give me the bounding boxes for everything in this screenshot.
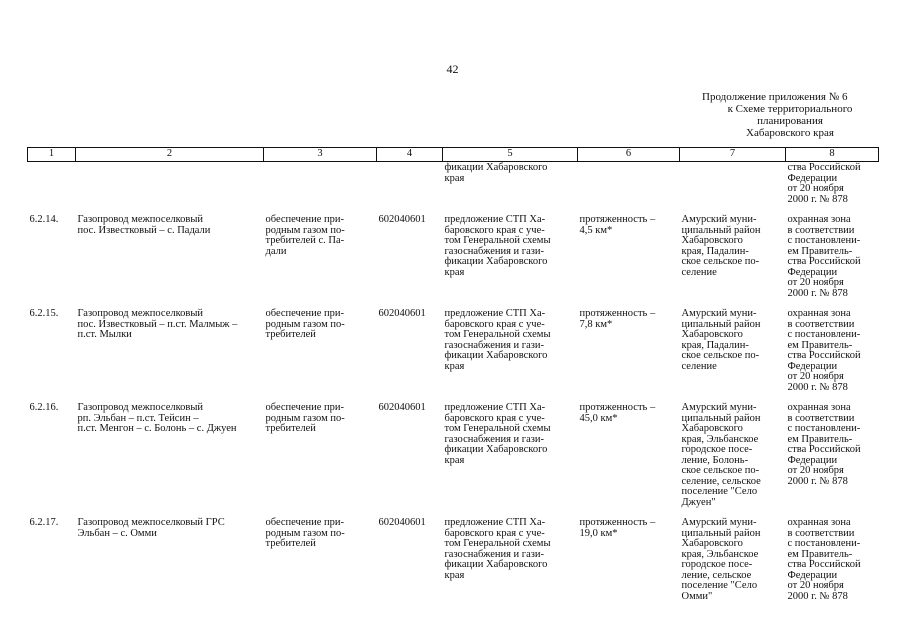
empty-cell bbox=[28, 162, 76, 206]
characteristic-cell: протяженность – 7,8 км* bbox=[579, 308, 656, 330]
empty-cell bbox=[578, 162, 680, 206]
code-cell: 602040601 bbox=[378, 402, 426, 413]
empty-cell bbox=[76, 162, 264, 206]
characteristic-cell: протяженность – 4,5 км* bbox=[579, 214, 656, 236]
purpose-cell: обеспечение при- родным газом по- требителей bbox=[265, 402, 345, 434]
table-row bbox=[28, 205, 879, 299]
infrastructure-table bbox=[27, 147, 879, 602]
characteristic-cell: протяженность – 19,0 км* bbox=[579, 517, 656, 539]
location-cell: Амурский муни- ципальный район Хабаровского края, Падалин- ское сельское по- селение bbox=[681, 308, 761, 372]
basis-cell: предложение СТП Ха- баровского края с уче- том Генеральной схемы газоснабжения и гази- фикации Хабаровского края bbox=[444, 402, 551, 466]
row-number: 6.2.14. bbox=[29, 214, 59, 225]
row-number: 6.2.16. bbox=[29, 402, 59, 413]
row-number: 6.2.15. bbox=[29, 308, 59, 319]
table-row bbox=[28, 508, 879, 602]
row-number: 6.2.17. bbox=[29, 517, 59, 528]
table-header-row bbox=[28, 148, 879, 162]
column-header: 5 bbox=[443, 148, 578, 162]
object-name-cell: Газопровод межпоселковый пос. Известковый – п.ст. Малмыж – п.ст. Мылки bbox=[77, 308, 238, 340]
characteristic-cell: протяженность – 45,0 км* bbox=[579, 402, 656, 424]
column-header: 1 bbox=[28, 148, 76, 162]
basis-cell: фикации Хабаровского края bbox=[444, 162, 548, 184]
location-cell: Амурский муни- ципальный район Хабаровского края, Эльбанское городское посе- ление, сельское поселение "Село Омми" bbox=[681, 517, 761, 602]
zone-cell: ства Российской Федерации от 20 ноября 2000 г. № 878 bbox=[787, 162, 861, 205]
object-name-cell: Газопровод межпоселковый рп. Эльбан – п.ст. Тейсин – п.ст. Менгон – с. Болонь – с. Джуен bbox=[77, 402, 237, 434]
empty-cell bbox=[680, 162, 786, 206]
basis-cell: предложение СТП Ха- баровского края с уче- том Генеральной схемы газоснабжения и гази- фикации Хабаровского края bbox=[444, 214, 551, 278]
column-header: 2 bbox=[76, 148, 264, 162]
appendix-line: Продолжение приложения № 6 bbox=[702, 91, 848, 103]
appendix-line: планирования bbox=[757, 115, 823, 127]
column-header: 7 bbox=[680, 148, 786, 162]
appendix-line: к Схеме территориального bbox=[727, 103, 853, 115]
empty-cell bbox=[377, 162, 443, 206]
code-cell: 602040601 bbox=[378, 308, 426, 319]
zone-cell: охранная зона в соответствии с постановлени- ем Правитель- ства Российской Федерации от 20 ноября 2000 г. № 878 bbox=[787, 517, 861, 602]
column-header: 3 bbox=[264, 148, 377, 162]
basis-cell: предложение СТП Ха- баровского края с уче- том Генеральной схемы газоснабжения и гази- фикации Хабаровского края bbox=[444, 517, 551, 581]
code-cell: 602040601 bbox=[378, 214, 426, 225]
table-row bbox=[28, 393, 879, 508]
zone-cell: охранная зона в соответствии с постановлени- ем Правитель- ства Российской Федерации от 20 ноября 2000 г. № 878 bbox=[787, 214, 861, 299]
column-header: 4 bbox=[377, 148, 443, 162]
object-name-cell: Газопровод межпоселковый пос. Известковый – с. Падали bbox=[77, 214, 211, 236]
continuation-row bbox=[28, 162, 879, 206]
purpose-cell: обеспечение при- родным газом по- требителей с. Па- дали bbox=[265, 214, 345, 257]
location-cell: Амурский муни- ципальный район Хабаровского края, Эльбанское городское посе- ление, Болонь- ское сельское по- селение, сельское поселение "Село Джуен" bbox=[681, 402, 761, 508]
purpose-cell: обеспечение при- родным газом по- требителей bbox=[265, 308, 345, 340]
zone-cell: охранная зона в соответствии с постановлени- ем Правитель- ства Российской Федерации от 20 ноября 2000 г. № 878 bbox=[787, 308, 861, 393]
appendix-heading bbox=[700, 91, 880, 139]
column-header: 6 bbox=[578, 148, 680, 162]
empty-cell bbox=[264, 162, 377, 206]
code-cell: 602040601 bbox=[378, 517, 426, 528]
page-number: 42 bbox=[446, 62, 459, 76]
location-cell: Амурский муни- ципальный район Хабаровского края, Падалин- ское сельское по- селение bbox=[681, 214, 761, 278]
basis-cell: предложение СТП Ха- баровского края с уче- том Генеральной схемы газоснабжения и гази- фикации Хабаровского края bbox=[444, 308, 551, 372]
purpose-cell: обеспечение при- родным газом по- требителей bbox=[265, 517, 345, 549]
table-row bbox=[28, 299, 879, 393]
appendix-line: Хабаровского края bbox=[746, 127, 834, 139]
object-name-cell: Газопровод межпоселковый ГРС Эльбан – с. Омми bbox=[77, 517, 225, 539]
column-header: 8 bbox=[786, 148, 879, 162]
zone-cell: охранная зона в соответствии с постановлени- ем Правитель- ства Российской Федерации от 20 ноября 2000 г. № 878 bbox=[787, 402, 861, 487]
